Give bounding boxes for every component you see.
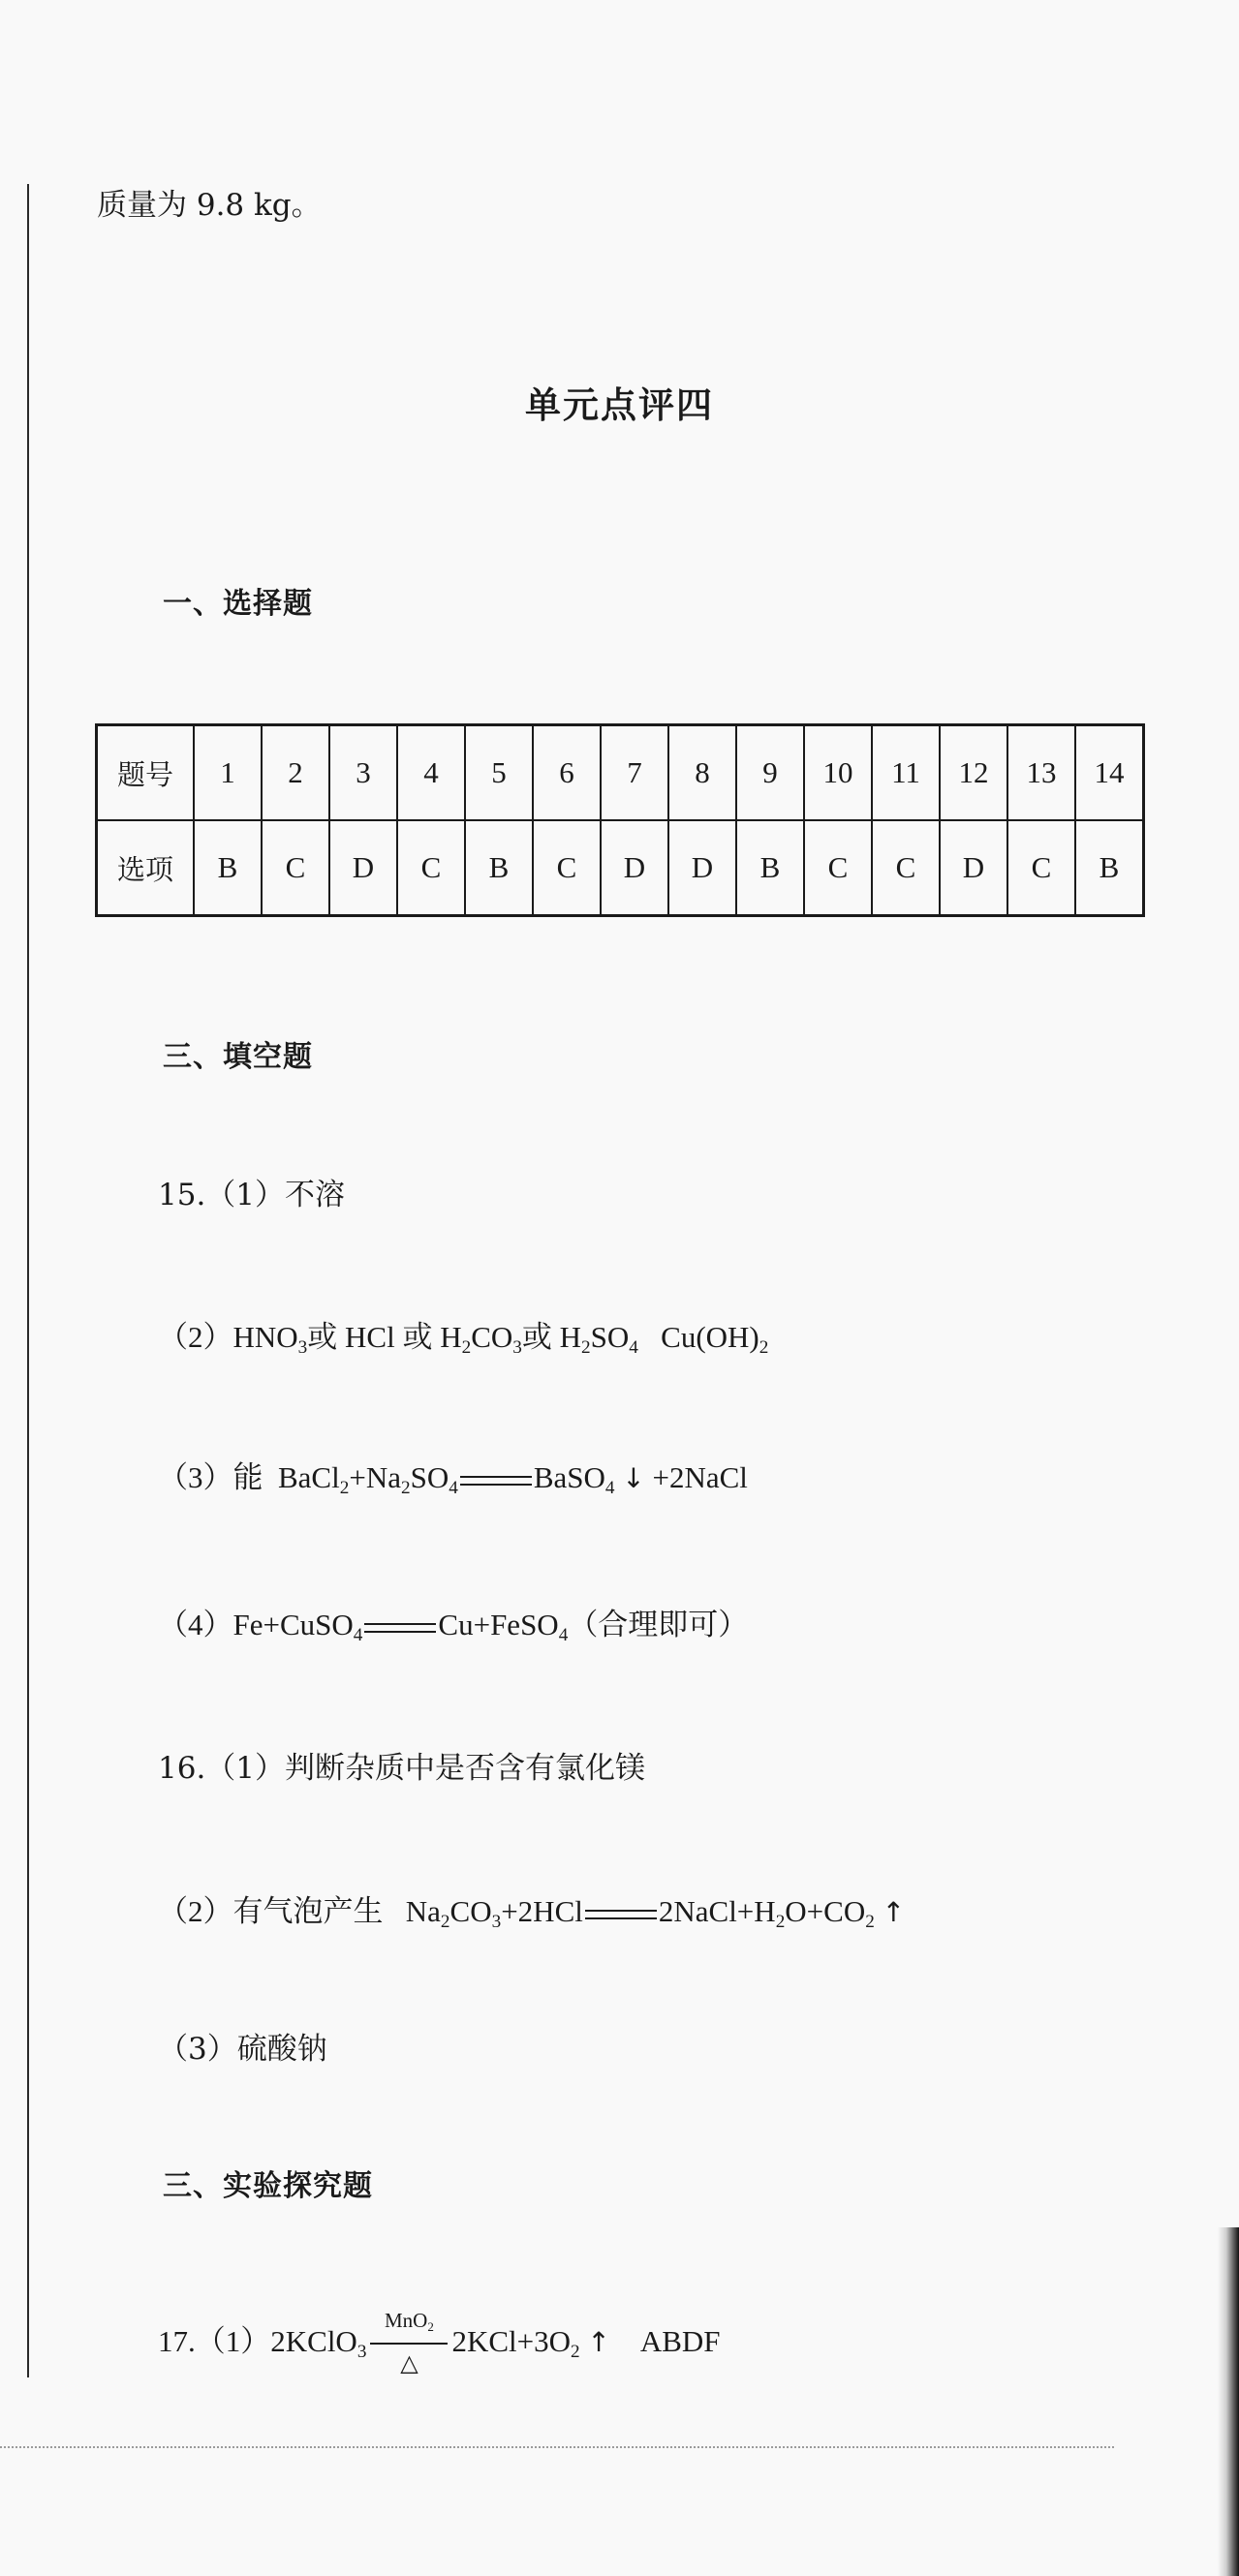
cell-answer: D (329, 820, 397, 916)
cell-number: 2 (262, 725, 329, 821)
cell-answer: B (1075, 820, 1144, 916)
cell-number: 14 (1075, 725, 1144, 821)
down-arrow-icon: ↓ (622, 1462, 645, 1494)
cell-number: 5 (465, 725, 533, 821)
page-curl-shadow (1218, 2227, 1239, 2576)
cell-answer: C (397, 820, 465, 916)
row-header-number: 题号 (97, 725, 195, 821)
q16-part1: 16.（1）判断杂质中是否含有氯化镁 (158, 1751, 646, 1786)
q17-part1: 17.（1）2KClO$_3$ MnO$_2$ △ $2KCl+3O_2$ ↑ ABDF (158, 2308, 721, 2377)
page-divider (0, 2446, 1114, 2448)
equals-sign (460, 1476, 532, 1486)
q15-part2: $(2)HNO_3$或 HCl 或 $H_2CO_3$或 $H_2SO_4$ $Cu(OH)_2$ (158, 1320, 769, 1358)
cell-answer: B (465, 820, 533, 916)
cell-number: 1 (194, 725, 262, 821)
cell-number: 8 (668, 725, 736, 821)
q15-part4: （4）Fe+CuSO$_4$ Cu+FeSO$_4$（合理即可） (158, 1608, 749, 1645)
q15-part3: （3）能 $BaCl_2+Na_2SO_4$ BaSO$_4$ ↓ +2NaCl (158, 1460, 748, 1498)
up-arrow-icon: ↑ (882, 1896, 906, 1928)
cell-number: 7 (601, 725, 668, 821)
q16-part3: （3）硫酸钠 (158, 2032, 327, 2067)
cell-number: 9 (736, 725, 804, 821)
up-arrow-icon: ↑ (587, 2326, 610, 2358)
reaction-condition: MnO$_2$ △ (366, 2330, 451, 2359)
top-line-text: 质量为 9.8 kg。 (97, 188, 322, 223)
cell-answer: B (194, 820, 262, 916)
cell-number: 4 (397, 725, 465, 821)
answer-table (95, 723, 1145, 917)
heat-triangle-icon: △ (400, 2348, 418, 2377)
cell-answer: D (940, 820, 1007, 916)
section-heading-experiment: 三、实验探究题 (163, 2169, 373, 2203)
row-header-answer: 选项 (97, 820, 195, 916)
q15-part1: 15.（1）不溶 (158, 1178, 346, 1212)
cell-answer: C (872, 820, 940, 916)
cell-number: 11 (872, 725, 940, 821)
cell-answer: D (668, 820, 736, 916)
cell-number: 3 (329, 725, 397, 821)
section-heading-fill: 三、填空题 (163, 1040, 313, 1074)
cell-number: 6 (533, 725, 601, 821)
page-title: 单元点评四 (525, 384, 714, 426)
equals-sign (585, 1910, 657, 1919)
equals-sign (364, 1623, 436, 1633)
cell-answer: B (736, 820, 804, 916)
cell-answer: C (533, 820, 601, 916)
margin-line (27, 184, 29, 2377)
cell-number: 13 (1007, 725, 1075, 821)
cell-answer: C (1007, 820, 1075, 916)
section-heading-choice: 一、选择题 (163, 587, 313, 621)
cell-answer: C (262, 820, 329, 916)
cell-answer: D (601, 820, 668, 916)
cell-number: 12 (940, 725, 1007, 821)
table-row-numbers (97, 725, 1144, 821)
q16-part2: （2）有气泡产生 $Na_2CO_3+2HCl$ $2NaCl+H_2O+CO_2$ ↑ (158, 1894, 906, 1932)
cell-number: 10 (804, 725, 872, 821)
table-row-answers (97, 820, 1144, 916)
cell-answer: C (804, 820, 872, 916)
